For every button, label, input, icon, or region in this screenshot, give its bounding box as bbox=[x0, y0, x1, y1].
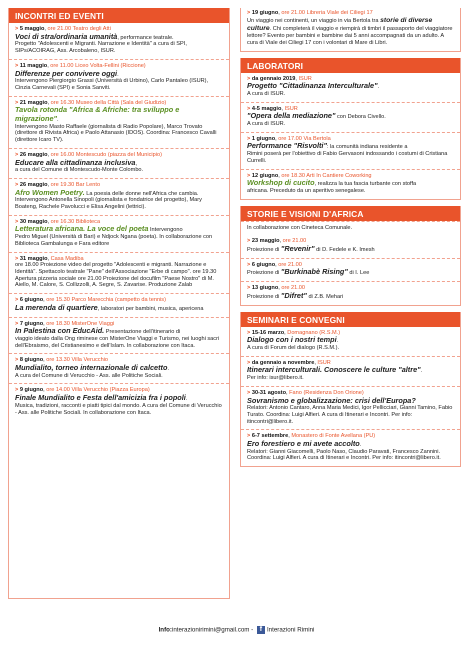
event-after: . bbox=[420, 368, 423, 375]
event-place: Parco Marecchia (campetto da tennis) bbox=[71, 297, 166, 304]
event-after: . bbox=[359, 442, 362, 449]
event-time: ore 17.00 bbox=[278, 135, 302, 142]
section-header-storie: STORIE E VISIONI D'AFRICA bbox=[241, 206, 460, 221]
event-title: Performance "Risvolti" bbox=[247, 141, 327, 151]
event-date: 15-16 marzo bbox=[251, 329, 285, 336]
section-storie bbox=[240, 206, 461, 306]
footer-email[interactable]: interazionirimini@gmail.com bbox=[171, 626, 250, 634]
event-place: Villa Verucchio (Piazza Europa) bbox=[71, 387, 150, 394]
event-title: Progetto "Cittadinanza Interculturale" bbox=[247, 81, 378, 91]
arrow-icon: > bbox=[247, 359, 252, 366]
event-text: Musica, tradizioni, racconti e piatti tipici dal mondo. A cura del Comune di Verucchio - Ass. alle Politiche Sociali. In collaborazione con Itaca. bbox=[15, 402, 222, 416]
event-place: MisterOne Viaggi bbox=[71, 320, 115, 327]
arrow-icon: > bbox=[15, 218, 20, 225]
event-title: "Opera della mediazione" bbox=[247, 111, 336, 121]
event-after: . bbox=[185, 396, 188, 403]
arrow-icon: > bbox=[15, 99, 20, 106]
event-item: > 9 giugno, ore 14.00 Villa Verucchio (Piazza Europa) Finale Mundialito e Festa dell'amicizia fra i popoli. Musica, tradizioni, racconti e piatti tipici dal mondo. A cura del Comune di Verucchio - Ass. alle Politiche Sociali. In collaborazione con Itaca. bbox=[9, 383, 229, 420]
event-item: > 6-7 settembre, Monastero di Fonte Avellana (PU) Ero forestiero e mi avete accolto. Relatori: Gianni Giacomelli, Paolo Naso, Claudio Paravati, Francesco Zannini. Coordina: Luigi Alfieri. A cura di Itinerari e Incontri. Per info: itincontri@libero.it. bbox=[241, 429, 460, 466]
event-line bbox=[15, 394, 223, 403]
arrow-icon: > bbox=[247, 238, 252, 245]
event-line bbox=[247, 366, 454, 375]
program-page bbox=[8, 8, 465, 610]
event-time: ore 21.00 bbox=[281, 285, 305, 292]
event-pre: Proiezione di bbox=[247, 247, 281, 254]
section-header-seminari: SEMINARI E CONVEGNI bbox=[241, 312, 460, 327]
event-line bbox=[247, 179, 454, 188]
event-item: > 30-31 agosto, Fano (Residenza Don Orione) Sovranismo e globalizzazione: crisi dell'Europa? Relatori: Antonio Cantaro, Anna Maria Medici, Igor Pellicciari, Gianni Tamino, Fabio Turato. Coordina: Luigi Alfieri. A cura di Itinerari e Incontri. Per info: itincontri@libero.it. bbox=[241, 386, 460, 430]
event-item: > 12 giugno, ore 18.30 Arti In Cantiere Coworking Workshop di cucito, realizza la tua fascia turbante con stoffa africana. Preceduto da un aperitivo senegalese. bbox=[241, 169, 460, 199]
event-text: a cura del Comune di Montescudo-Monte Colombo. bbox=[15, 167, 144, 174]
event-item: > 26 maggio, ore 16.00 Montescudo (piazza del Municipio) Educare alla cittadinanza inclusiva, a cura del Comune di Montescudo-Monte Colombo. bbox=[9, 148, 229, 178]
event-title: Voci di stra/ordinaria umanità bbox=[15, 31, 118, 41]
event-after: di D. Fedele e K. Imesh bbox=[314, 247, 375, 254]
arrow-icon: > bbox=[247, 75, 252, 82]
arrow-icon: > bbox=[15, 387, 20, 394]
left-column bbox=[8, 8, 230, 599]
event-text: A cura di ISUR. bbox=[247, 90, 286, 97]
event-line bbox=[15, 33, 223, 42]
event-title: Letteratura africana. La voce del poeta bbox=[15, 224, 149, 234]
event-title: "Revenir" bbox=[280, 244, 315, 254]
event-time: ore 18.30 bbox=[46, 320, 70, 327]
event-item: > 4-5 maggio, ISUR "Opera della mediazione" con Debora Civello. A cura di ISUR. bbox=[241, 102, 460, 132]
event-text: africana. Preceduto da un aperitivo senegalese. bbox=[247, 187, 366, 194]
event-item: > 5 maggio, ore 21.00 Teatro degli Atti Voci di stra/ordinaria umanità, performance teatrale. Progetto "Adolescenti e Migranti. Narrazione e Identità" a cura di SPI, SIPs/ACOIRAG, Ass. Arcobaleno, ISUR. bbox=[9, 23, 229, 59]
event-after: con Debora Civello. bbox=[335, 114, 386, 121]
arrow-icon: > bbox=[247, 285, 252, 292]
event-item: > 15-16 marzo, Domagnano (R.S.M.) Dialogo con i nostri tempi. A cura di Forum del dialogo (R.S.M.). bbox=[241, 327, 460, 356]
event-text: Intervengono Masto Raffaele (giornalista di Radio Popolare), Marco Trovato (direttore di Rivista Africa) e Paolo Attanasio (IDOS). Coordina: Francesco Cavalli (direttore Icaro TV). bbox=[15, 123, 217, 144]
event-after: , laboratori per bambini, musica, apericena bbox=[97, 305, 204, 312]
facebook-icon: f bbox=[257, 626, 265, 634]
event-item: > 26 maggio, ore 19.30 Bar Lento Afro Women Poetry. La poesia delle donne nell'Africa che cambia. Intervengono Antonella Sinopoli (giornalista e fondatrice del progetto), Mary Boateng, Rachele Pavolucci e Elisa Angelini (lettrici). bbox=[9, 178, 229, 215]
arrow-icon: > bbox=[247, 172, 252, 179]
event-title: Dialogo con i nostri tempi bbox=[247, 335, 337, 345]
event-text: Per info: isur@libero.it. bbox=[247, 375, 304, 382]
event-item: > 6 giugno, ore 21.00 Proiezione di "Burkinabè Rising" di I. Lee bbox=[241, 258, 460, 281]
event-date: 6 giugno bbox=[251, 261, 276, 268]
section-seminari bbox=[240, 312, 461, 468]
event-title: storie di diverse culture bbox=[247, 16, 433, 32]
event-line bbox=[247, 440, 454, 449]
event-item: > 23 maggio, ore 21.00 Proiezione di "Revenir" di D. Fedele e K. Imesh bbox=[241, 235, 460, 257]
event-text: A cura di Forum del dialogo (R.S.M.). bbox=[247, 344, 340, 351]
arrow-icon: > bbox=[247, 105, 252, 112]
event-place: Teatro degli Atti bbox=[72, 26, 111, 32]
event-place: Bar Lento bbox=[75, 181, 101, 188]
event-text: Progetto "Adolescenti e Migranti. Narrazione e Identità" a cura di SPI, SIPs/ACOIRAG, Ass. Arcobaleno, ISUR. bbox=[15, 41, 187, 55]
event-pre: Proiezione di bbox=[247, 293, 281, 300]
event-title: Educare alla cittadinanza inclusiva bbox=[15, 157, 136, 167]
event-place: Fano (Residenza Don Orione) bbox=[289, 389, 364, 396]
event-item: > 6 giugno, ore 15.30 Parco Marecchia (campetto da tennis) La merenda di quartiere, laboratori per bambini, musica, apericena bbox=[9, 293, 229, 316]
event-time: ore 21.00 bbox=[282, 238, 307, 245]
event-place: Via Bertola bbox=[303, 135, 331, 142]
event-pre: Proiezione di bbox=[247, 270, 281, 277]
section-intro: In collaborazione con Cineteca Comunale. bbox=[241, 221, 460, 236]
event-item: > 30 maggio, ore 16.30 Biblioteca Letteratura africana. La voce del poeta Intervengono Pedro Miguel (Università di Bari) e Ndjock Ngana (poeta). In collaborazione con Biblioteca Gambalunga e Fara editore bbox=[9, 215, 229, 252]
arrow-icon: > bbox=[15, 357, 20, 364]
event-title: La merenda di quartiere bbox=[15, 302, 98, 312]
event-text: A cura del Comune di Verucchio - Ass. alle Politiche Sociali. bbox=[15, 372, 163, 379]
event-date: 11 maggio bbox=[19, 62, 48, 69]
event-after: . bbox=[167, 366, 169, 373]
section-header-incontri: INCONTRI ED EVENTI bbox=[9, 8, 229, 23]
event-line bbox=[15, 159, 223, 168]
event-line bbox=[247, 292, 454, 301]
event-date: 6-7 settembre bbox=[251, 433, 289, 440]
event-place: Casa Madiba bbox=[50, 255, 84, 262]
event-item: > da gennaio 2019, ISUR Progetto "Cittadinanza Interculturale". A cura di ISUR. bbox=[241, 73, 460, 102]
arrow-icon: > bbox=[247, 10, 252, 16]
section-laboratori bbox=[240, 58, 461, 200]
event-time: ore 14.00 bbox=[46, 387, 70, 394]
footer bbox=[0, 626, 473, 634]
event-line bbox=[247, 245, 454, 254]
event-after: . bbox=[336, 338, 339, 345]
event-text: Intervengono Piergiorgio Grassi (Università di Urbino), Carlo Pantaleo (ISUR), Cinzia Carnevali (SPI) e Sonia Sanviti. bbox=[15, 78, 209, 91]
event-after: , performance teatrale. bbox=[117, 34, 174, 41]
arrow-icon: > bbox=[15, 320, 20, 327]
arrow-icon: > bbox=[15, 181, 20, 188]
event-time: ore 21.00 bbox=[47, 26, 72, 32]
event-date: 6 giugno bbox=[19, 297, 44, 304]
event-text-2: . Chi completerà il viaggio e riempirà di timbri il passaporto del viaggiatore lettore? Evento per bambini e bambine dai 5 anni accompagnati da un adulto. A cura di Viale dei Ciliegi 17 con i volontari di Mare di Libri. bbox=[247, 25, 453, 46]
footer-facebook[interactable]: Interazioni Rimini bbox=[266, 626, 315, 634]
event-date: 1 giugno bbox=[251, 135, 276, 142]
event-title: Ero forestiero e mi avete accolto bbox=[247, 439, 360, 449]
event-line bbox=[247, 397, 454, 406]
event-after: di I. Lee bbox=[347, 270, 370, 277]
event-item: > 11 maggio, ore 11.00 Liceo Volta-Fellini (Riccione) Differenze per convivere oggi. Intervengono Piergiorgio Grassi (Università di Urbino), Carlo Pantaleo (ISUR), Cinzia Carnevali (SPI) e Sonia Sanviti. bbox=[9, 59, 229, 96]
event-line bbox=[15, 225, 223, 234]
event-item: > 21 maggio, ore 16.30 Museo della Città (Sala del Giudizio) Tavola rotonda "Africa & Afriche: tra sviluppo e migrazione". Intervengono Masto Raffaele (giornalista di Radio Popolare), Marco Trovato (direttore di Rivista Africa) e Paolo Attanasio (IDOS). Coordina: Francesco Cavalli (direttore Icaro TV). bbox=[9, 96, 229, 148]
event-item: > 31 maggio, Casa Madiba ore 18.00 Proiezione video del progetto "Adolescenti e migranti. Narrazione e Identità". Spettacolo teatrale "Pane" dell'Associazione "Erbe di campo". ore 19.30 Apertura pizzeria sociale ore 21.00 Proiezione del docufilm "Paese Nostro" di M. Aiello, M. Calore, S. Collizzolli, A. Segre, S. Zavarise. Produzione Zalab bbox=[9, 252, 229, 294]
event-title: In Palestina con EducAid. bbox=[15, 326, 105, 336]
event-time: ore 16.30 bbox=[50, 99, 75, 106]
event-date: 30-31 agosto bbox=[251, 389, 287, 396]
event-item: > 13 giugno, ore 21.00 Proiezione di "Difret" di Z.B. Mehari bbox=[241, 281, 460, 304]
event-date: 4-5 maggio bbox=[251, 105, 282, 112]
event-place: Museo della Città (Sala del Giudizio) bbox=[75, 99, 167, 106]
arrow-icon: > bbox=[15, 151, 20, 158]
event-title: Differenze per convivere oggi bbox=[15, 68, 118, 78]
event-line bbox=[15, 70, 223, 79]
event-place: ISUR bbox=[284, 105, 298, 112]
event-title: Mundialito, torneo internazionale di calcetto bbox=[15, 363, 168, 373]
event-date: 9 giugno bbox=[19, 387, 44, 394]
event-date: 7 giugno bbox=[19, 320, 44, 327]
event-after: : la comunità indiana residente a bbox=[326, 144, 408, 151]
event-place: ISUR bbox=[298, 75, 312, 82]
arrow-icon: > bbox=[15, 297, 20, 304]
event-after: Presentazione dell'itinerario di bbox=[104, 329, 181, 336]
event-time: ore 11.00 bbox=[50, 62, 74, 69]
right-column bbox=[240, 8, 461, 473]
event-item: > da gennaio a novembre, ISUR Itinerari interculturali. Conoscere le culture "altre". Per info: isur@libero.it. bbox=[241, 356, 460, 386]
event-text: Relatori: Gianni Giacomelli, Paolo Naso, Claudio Paravati, Francesco Zannini. Coordina: Luigi Alfieri. A cura di Itinerari e Incontri. Per info: itincontri@libero.it. bbox=[247, 448, 441, 462]
event-date: 26 maggio bbox=[19, 181, 48, 188]
event-time: ore 15.30 bbox=[46, 297, 70, 304]
event-date: 21 maggio bbox=[19, 99, 48, 106]
arrow-icon: > bbox=[247, 433, 252, 440]
event-time: ore 16.00 bbox=[50, 151, 75, 158]
event-date: 13 giugno bbox=[251, 285, 279, 292]
arrow-icon: > bbox=[247, 389, 252, 396]
event-place: Libreria Viale dei Ciliegi 17 bbox=[306, 10, 373, 16]
event-date: 8 giugno bbox=[19, 357, 44, 364]
arrow-icon: > bbox=[247, 135, 252, 142]
event-item: > 1 giugno, ore 17.00 Via Bertola Performance "Risvolti": la comunità indiana residente a Rimini poserà per l'obiettivo di Fabio Gervasoni indossando i costumi di Cristiana Currelli. bbox=[241, 132, 460, 169]
event-line bbox=[247, 268, 454, 277]
info-label: Info: bbox=[158, 626, 172, 634]
event-date: 12 giugno bbox=[251, 172, 279, 179]
event-title: Workshop di cucito bbox=[247, 178, 315, 188]
footer-sep: - bbox=[249, 626, 255, 634]
event-time: ore 13.30 bbox=[46, 357, 70, 364]
event-item: > 8 giugno, ore 13.30 Villa Verucchio Mundialito, torneo internazionale di calcetto. A cura del Comune di Verucchio - Ass. alle Politiche Sociali. bbox=[9, 353, 229, 383]
event-place: Biblioteca bbox=[75, 218, 101, 225]
event-line bbox=[15, 106, 223, 123]
event-line bbox=[15, 304, 223, 313]
event-date: da gennaio a novembre bbox=[251, 359, 315, 366]
event-date: 26 maggio bbox=[19, 151, 48, 158]
event-title: "Difret" bbox=[280, 290, 307, 300]
event-time: ore 21.00 bbox=[281, 10, 305, 16]
event-line bbox=[247, 336, 454, 345]
event-title: Itinerari interculturali. Conoscere le culture "altre" bbox=[247, 365, 421, 375]
event-place: Liceo Volta-Fellini (Riccione) bbox=[75, 62, 146, 69]
event-after: . bbox=[56, 117, 59, 124]
event-text: Intervengono Antonella Sinopoli (giornalista e fondatrice del progetto), Mary Boateng, Rachele Pavolucci e Elisa Angelini (lettrici). bbox=[15, 197, 202, 211]
event-date: 23 maggio bbox=[251, 238, 280, 245]
arrow-icon: > bbox=[15, 26, 20, 32]
event-title: Tavola rotonda "Africa & Afriche: tra sviluppo e migrazione" bbox=[15, 105, 180, 124]
event-text: Un viaggio nei continenti, un viaggio in via Bertola tra bbox=[247, 17, 379, 24]
event-time: ore 16.30 bbox=[50, 218, 75, 225]
arrow-icon: > bbox=[247, 329, 252, 336]
event-after: . bbox=[377, 84, 380, 91]
event-time: ore 18.30 bbox=[281, 172, 305, 179]
event-text: Pedro Miguel (Università di Bari) e Ndjock Ngana (poeta). In collaborazione con Biblioteca Gambalunga e Fara editore bbox=[15, 234, 213, 247]
event-place: Monastero di Fonte Avellana (PU) bbox=[291, 433, 376, 440]
event-line bbox=[247, 82, 454, 91]
event-place: Arti In Cantiere Coworking bbox=[306, 172, 372, 179]
event-date: da gennaio 2019 bbox=[251, 75, 296, 82]
event-after: , realizza la tua fascia turbante con stoffa bbox=[314, 181, 417, 188]
event-title: Finale Mundialito e Festa dell'amicizia fra i popoli bbox=[15, 393, 186, 403]
event-place: Domagnano (R.S.M.) bbox=[287, 329, 341, 336]
event-date: 5 maggio bbox=[19, 26, 45, 32]
event-place: Montescudo (piazza del Municipio) bbox=[75, 151, 162, 158]
event-text: ore 18.00 Proiezione video del progetto "Adolescenti e migranti. Narrazione e Identità". Spettacolo teatrale "Pane" dell'Associazione "Erbe di campo". ore 19.30 Apertura pizzeria sociale ore 21.00 Proiezione del docufilm "Paese Nostro" di M. Aiello, M. Calore, S. Collizzolli, A. Segre, S. Zavarise. Produzione Zalab bbox=[15, 262, 217, 289]
event-text: A cura di ISUR. bbox=[247, 121, 286, 128]
event-after: La poesia delle donne nell'Africa che cambia. bbox=[84, 190, 199, 197]
event-title: Sovranismo e globalizzazione: crisi dell'Europa? bbox=[247, 395, 416, 405]
event-date: 30 maggio bbox=[19, 218, 48, 225]
event-date: 31 maggio bbox=[19, 255, 48, 262]
event-item: > 7 giugno, ore 18.30 MisterOne Viaggi In Palestina con EducAid. Presentazione dell'itinerario di viaggio ideato dalla Ong riminese con MisterOne Viaggi e Turismo, nei luoghi sacri dell'Ebraismo, del Cristianesimo e dell'Islam. In collaborazione con Itaca. bbox=[9, 317, 229, 354]
event-text: viaggio ideato dalla Ong riminese con MisterOne Viaggi e Turismo, nei luoghi sacri dell'Ebraismo, del Cristianesimo e dell'Islam. In collaborazione con Itaca. bbox=[15, 335, 220, 349]
event-after: . bbox=[117, 71, 119, 78]
event-time: ore 19.30 bbox=[50, 181, 75, 188]
event-line bbox=[15, 327, 223, 336]
event-date: 19 giugno bbox=[251, 10, 279, 16]
event-place: ISUR bbox=[317, 359, 331, 366]
event-title: "Burkinabè Rising" bbox=[280, 267, 348, 277]
section-header-laboratori: LABORATORI bbox=[241, 58, 460, 73]
event-after: di Z.B. Mehari bbox=[306, 293, 344, 300]
event-line bbox=[247, 112, 454, 121]
event-line bbox=[247, 142, 454, 151]
event-item: > 19 giugno, ore 21.00 Libreria Viale dei Ciliegi 17 Un viaggio nei continenti, un viaggio in via Bertola tra storie di diverse culture. Chi completerà il viaggio e riempirà di timbri il passaporto del viaggiatore lettore? Evento per bambini e bambine dai 5 anni accompagnati da un adulto. A cura di Viale dei Ciliegi 17 con i volontari di Mare di Libri. bbox=[240, 8, 461, 52]
event-line bbox=[15, 364, 223, 373]
event-time: ore 21.00 bbox=[278, 261, 302, 268]
arrow-icon: > bbox=[15, 255, 20, 262]
event-after: , bbox=[135, 160, 138, 167]
arrow-icon: > bbox=[15, 62, 20, 69]
left-event-list bbox=[9, 23, 229, 420]
arrow-icon: > bbox=[247, 261, 252, 268]
event-text: Rimini poserà per l'obiettivo di Fabio Gervasoni indossando i costumi di Cristiana Currelli. bbox=[247, 151, 448, 164]
event-after: Intervengono bbox=[148, 227, 183, 234]
event-text: Relatori: Antonio Cantaro, Anna Maria Medici, Igor Pellicciari, Gianni Tamino, Fabio Turato. Coordina: Luigi Alfieri. A cura di Itinerari e Incontri. Per info: itincontri@libero.it. bbox=[247, 405, 453, 425]
event-title: Afro Women Poetry. bbox=[15, 187, 85, 197]
event-line bbox=[15, 189, 223, 198]
event-place: Villa Verucchio bbox=[71, 357, 109, 364]
